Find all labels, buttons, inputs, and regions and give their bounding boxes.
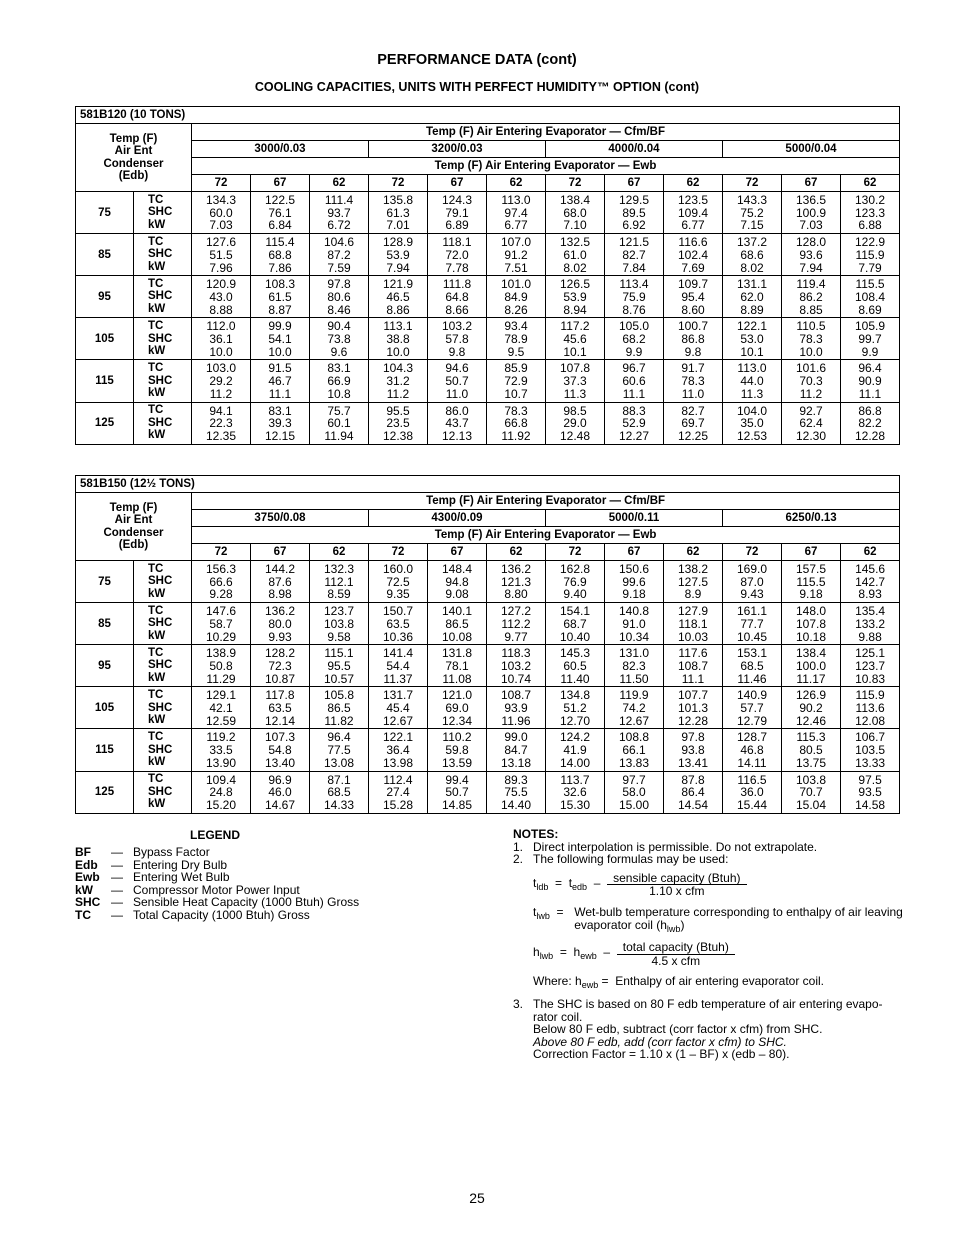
data-cell: 150.6 99.6 9.18 <box>605 561 664 603</box>
data-cell: 111.4 93.7 6.72 <box>310 192 369 234</box>
data-cell: 103.0 29.2 11.2 <box>192 360 251 402</box>
performance-table-581b150 <box>75 475 900 814</box>
data-cell: 126.9 90.2 12.46 <box>782 687 841 729</box>
ewb-header: Temp (F) Air Entering Evaporator — Ewb <box>192 158 900 175</box>
edb-value: 95 <box>76 645 134 687</box>
condenser-header: Temp (F) Air Ent Condenser (Edb) <box>76 124 192 192</box>
data-cell: 154.1 68.7 10.40 <box>546 603 605 645</box>
data-cell: 129.1 42.1 12.59 <box>192 687 251 729</box>
ewb-value: 67 <box>782 175 841 192</box>
data-cell: 110.2 59.8 13.59 <box>428 729 487 771</box>
data-cell: 75.7 60.1 11.94 <box>310 402 369 444</box>
cfm-column-header: 4300/0.09 <box>369 510 546 527</box>
data-cell: 128.0 93.6 7.94 <box>782 234 841 276</box>
data-cell: 148.4 94.8 9.08 <box>428 561 487 603</box>
notes-title: NOTES: <box>513 827 559 841</box>
notes <box>513 828 903 1061</box>
data-cell: 99.0 84.7 13.18 <box>487 729 546 771</box>
data-cell: 157.5 115.5 9.18 <box>782 561 841 603</box>
ewb-value: 67 <box>605 544 664 561</box>
data-cell: 109.7 95.4 8.60 <box>664 276 723 318</box>
row-labels: TC SHC kW <box>134 729 192 771</box>
edb-value: 105 <box>76 318 134 360</box>
data-cell: 147.6 58.7 10.29 <box>192 603 251 645</box>
data-cell: 113.4 75.9 8.76 <box>605 276 664 318</box>
edb-value: 85 <box>76 234 134 276</box>
data-cell: 105.8 86.5 11.82 <box>310 687 369 729</box>
legend-item: SHC — Sensible Heat Capacity (1000 Btuh) Gross <box>75 895 360 910</box>
data-cell: 89.3 75.5 14.40 <box>487 771 546 813</box>
row-labels: TC SHC kW <box>134 276 192 318</box>
data-cell: 111.8 64.8 8.66 <box>428 276 487 318</box>
data-cell: 93.4 78.9 9.5 <box>487 318 546 360</box>
data-cell: 119.4 86.2 8.85 <box>782 276 841 318</box>
row-labels: TC SHC kW <box>134 318 192 360</box>
data-cell: 91.7 78.3 11.0 <box>664 360 723 402</box>
data-cell: 115.1 95.5 10.57 <box>310 645 369 687</box>
table-row <box>76 192 900 234</box>
data-cell: 96.4 90.9 11.1 <box>841 360 900 402</box>
data-cell: 117.2 45.6 10.1 <box>546 318 605 360</box>
data-cell: 130.2 123.3 6.88 <box>841 192 900 234</box>
data-cell: 131.7 45.4 12.67 <box>369 687 428 729</box>
ewb-value: 67 <box>251 544 310 561</box>
data-cell: 109.4 24.8 15.20 <box>192 771 251 813</box>
data-cell: 122.1 53.0 10.1 <box>723 318 782 360</box>
data-cell: 121.9 46.5 8.86 <box>369 276 428 318</box>
data-cell: 113.0 44.0 11.3 <box>723 360 782 402</box>
cfm-column-header: 3200/0.03 <box>369 141 546 158</box>
cfm-column-header: 6250/0.13 <box>723 510 900 527</box>
ewb-value: 72 <box>546 175 605 192</box>
table-row <box>76 276 900 318</box>
data-cell: 127.2 112.2 9.77 <box>487 603 546 645</box>
data-cell: 141.4 54.4 11.37 <box>369 645 428 687</box>
row-labels: TC SHC kW <box>134 192 192 234</box>
row-labels: TC SHC kW <box>134 771 192 813</box>
data-cell: 113.1 38.8 10.0 <box>369 318 428 360</box>
data-cell: 134.8 51.2 12.70 <box>546 687 605 729</box>
edb-value: 75 <box>76 192 134 234</box>
data-cell: 131.8 78.1 11.08 <box>428 645 487 687</box>
data-cell: 136.2 80.0 9.93 <box>251 603 310 645</box>
data-cell: 169.0 87.0 9.43 <box>723 561 782 603</box>
edb-value: 125 <box>76 402 134 444</box>
data-cell: 150.7 63.5 10.36 <box>369 603 428 645</box>
data-cell: 85.9 72.9 10.7 <box>487 360 546 402</box>
data-cell: 96.9 46.0 14.67 <box>251 771 310 813</box>
data-cell: 107.0 91.2 7.51 <box>487 234 546 276</box>
data-cell: 92.7 62.4 12.30 <box>782 402 841 444</box>
row-labels: TC SHC kW <box>134 402 192 444</box>
ewb-header: Temp (F) Air Entering Evaporator — Ewb <box>192 527 900 544</box>
table-row <box>76 645 900 687</box>
row-labels: TC SHC kW <box>134 360 192 402</box>
data-cell: 125.1 123.7 10.83 <box>841 645 900 687</box>
data-cell: 83.1 39.3 12.15 <box>251 402 310 444</box>
data-cell: 138.2 127.5 8.9 <box>664 561 723 603</box>
cfm-column-header: 3750/0.08 <box>192 510 369 527</box>
data-cell: 113.0 97.4 6.77 <box>487 192 546 234</box>
table-row <box>76 561 900 603</box>
data-cell: 124.2 41.9 14.00 <box>546 729 605 771</box>
edb-value: 115 <box>76 729 134 771</box>
edb-value: 105 <box>76 687 134 729</box>
legend-item: Edb — Entering Dry Bulb <box>75 857 228 872</box>
data-cell: 156.3 66.6 9.28 <box>192 561 251 603</box>
data-cell: 106.7 103.5 13.33 <box>841 729 900 771</box>
cfm-column-header: 5000/0.11 <box>546 510 723 527</box>
data-cell: 120.9 43.0 8.88 <box>192 276 251 318</box>
data-cell: 104.6 87.2 7.59 <box>310 234 369 276</box>
table-row <box>76 687 900 729</box>
data-cell: 121.0 69.0 12.34 <box>428 687 487 729</box>
data-cell: 124.3 79.1 6.89 <box>428 192 487 234</box>
data-cell: 96.7 60.6 11.1 <box>605 360 664 402</box>
data-cell: 136.2 121.3 8.80 <box>487 561 546 603</box>
data-cell: 86.0 43.7 12.13 <box>428 402 487 444</box>
table-row <box>76 402 900 444</box>
data-cell: 137.2 68.6 8.02 <box>723 234 782 276</box>
data-cell: 134.3 60.0 7.03 <box>192 192 251 234</box>
data-cell: 122.1 36.4 13.98 <box>369 729 428 771</box>
data-cell: 82.7 69.7 12.25 <box>664 402 723 444</box>
data-cell: 115.5 108.4 8.69 <box>841 276 900 318</box>
data-cell: 113.7 32.6 15.30 <box>546 771 605 813</box>
table-row <box>76 234 900 276</box>
ewb-value: 67 <box>782 544 841 561</box>
ewb-value: 67 <box>605 175 664 192</box>
formula-hlwb: $h_{lwb} = h_{ewb}$ – $\frac{\text{total capacity (Btuh)}}{\text{4.5 x cfm}}$ <box>533 941 903 967</box>
data-cell: 95.5 23.5 12.38 <box>369 402 428 444</box>
data-cell: 118.1 72.0 7.78 <box>428 234 487 276</box>
page-title: PERFORMANCE DATA (cont) <box>377 52 577 68</box>
data-cell: 128.2 72.3 10.87 <box>251 645 310 687</box>
data-cell: 128.7 46.8 14.11 <box>723 729 782 771</box>
data-cell: 99.9 54.1 10.0 <box>251 318 310 360</box>
note-2: 2. The following formulas may be used: <box>513 852 729 867</box>
data-cell: 86.8 82.2 12.28 <box>841 402 900 444</box>
ewb-value: 62 <box>664 544 723 561</box>
data-cell: 162.8 76.9 9.40 <box>546 561 605 603</box>
data-cell: 110.5 78.3 10.0 <box>782 318 841 360</box>
edb-value: 125 <box>76 771 134 813</box>
data-cell: 107.7 101.3 12.28 <box>664 687 723 729</box>
table-row <box>76 771 900 813</box>
data-cell: 123.5 109.4 6.77 <box>664 192 723 234</box>
row-labels: TC SHC kW <box>134 561 192 603</box>
data-cell: 161.1 77.7 10.45 <box>723 603 782 645</box>
data-cell: 127.6 51.5 7.96 <box>192 234 251 276</box>
ewb-value: 62 <box>664 175 723 192</box>
ewb-value: 62 <box>310 175 369 192</box>
data-cell: 140.9 57.7 12.79 <box>723 687 782 729</box>
data-cell: 131.1 62.0 8.89 <box>723 276 782 318</box>
ewb-value: 72 <box>369 175 428 192</box>
data-cell: 112.4 27.4 15.28 <box>369 771 428 813</box>
condenser-header: Temp (F) Air Ent Condenser (Edb) <box>76 493 192 561</box>
data-cell: 94.6 50.7 11.0 <box>428 360 487 402</box>
data-cell: 128.9 53.9 7.94 <box>369 234 428 276</box>
data-cell: 103.8 70.7 15.04 <box>782 771 841 813</box>
data-cell: 108.7 93.9 11.96 <box>487 687 546 729</box>
cfm-header: Temp (F) Air Entering Evaporator — Cfm/BF <box>192 124 900 141</box>
data-cell: 101.6 70.3 11.2 <box>782 360 841 402</box>
edb-value: 85 <box>76 603 134 645</box>
formula-tlwb: $t_{lwb}$ = Wet-bulb temperature corresponding to enthalpy of air leaving evaporator coil $(h_{lwb})$ <box>533 904 903 934</box>
data-cell: 98.5 29.0 12.48 <box>546 402 605 444</box>
ewb-value: 72 <box>192 544 251 561</box>
data-cell: 145.6 142.7 8.93 <box>841 561 900 603</box>
legend-item: BF — Bypass Factor <box>75 845 210 859</box>
data-cell: 122.5 76.1 6.84 <box>251 192 310 234</box>
data-cell: 88.3 52.9 12.27 <box>605 402 664 444</box>
edb-value: 75 <box>76 561 134 603</box>
ewb-value: 62 <box>487 544 546 561</box>
data-cell: 105.9 99.7 9.9 <box>841 318 900 360</box>
table-row <box>76 603 900 645</box>
data-cell: 91.5 46.7 11.1 <box>251 360 310 402</box>
data-cell: 145.3 60.5 11.40 <box>546 645 605 687</box>
legend-item: Ewb — Entering Wet Bulb <box>75 870 230 885</box>
page-number: 25 <box>469 1190 485 1206</box>
data-cell: 97.8 80.6 8.46 <box>310 276 369 318</box>
data-cell: 116.6 102.4 7.69 <box>664 234 723 276</box>
data-cell: 122.9 115.9 7.79 <box>841 234 900 276</box>
data-cell: 104.0 35.0 12.53 <box>723 402 782 444</box>
data-cell: 117.6 108.7 11.1 <box>664 645 723 687</box>
table-row <box>76 729 900 771</box>
data-cell: 78.3 66.8 11.92 <box>487 402 546 444</box>
ewb-value: 67 <box>428 175 487 192</box>
page-subtitle: COOLING CAPACITIES, UNITS WITH PERFECT HUMIDITY™ OPTION (cont) <box>254 80 700 94</box>
data-cell: 108.8 66.1 13.83 <box>605 729 664 771</box>
ewb-value: 72 <box>192 175 251 192</box>
data-cell: 118.3 103.2 10.74 <box>487 645 546 687</box>
ewb-value: 62 <box>841 544 900 561</box>
data-cell: 116.5 36.0 15.44 <box>723 771 782 813</box>
data-cell: 101.0 84.9 8.26 <box>487 276 546 318</box>
data-cell: 129.5 89.5 6.92 <box>605 192 664 234</box>
data-cell: 140.8 91.0 10.34 <box>605 603 664 645</box>
edb-value: 115 <box>76 360 134 402</box>
data-cell: 104.3 31.2 11.2 <box>369 360 428 402</box>
ewb-value: 67 <box>428 544 487 561</box>
row-labels: TC SHC kW <box>134 687 192 729</box>
data-cell: 115.9 113.6 12.08 <box>841 687 900 729</box>
formula-tldb: $t_{ldb} = t_{edb}$ – $\frac{\text{sensible capacity (Btuh)}}{\text{1.10 x cfm}}$ <box>533 872 903 898</box>
data-cell: 112.0 36.1 10.0 <box>192 318 251 360</box>
data-cell: 107.3 54.8 13.40 <box>251 729 310 771</box>
data-cell: 90.4 73.8 9.6 <box>310 318 369 360</box>
data-cell: 138.9 50.8 11.29 <box>192 645 251 687</box>
data-cell: 138.4 68.0 7.10 <box>546 192 605 234</box>
data-cell: 105.0 68.2 9.9 <box>605 318 664 360</box>
legend-item: kW — Compressor Motor Power Input <box>75 882 300 897</box>
data-cell: 97.7 58.0 15.00 <box>605 771 664 813</box>
ewb-value: 67 <box>251 175 310 192</box>
data-cell: 144.2 87.6 8.98 <box>251 561 310 603</box>
data-cell: 97.5 93.5 14.58 <box>841 771 900 813</box>
data-cell: 87.1 68.5 14.33 <box>310 771 369 813</box>
data-cell: 121.5 82.7 7.84 <box>605 234 664 276</box>
row-labels: TC SHC kW <box>134 234 192 276</box>
cfm-header: Temp (F) Air Entering Evaporator — Cfm/BF <box>192 493 900 510</box>
data-cell: 135.4 133.2 9.88 <box>841 603 900 645</box>
ewb-value: 72 <box>723 544 782 561</box>
row-labels: TC SHC kW <box>134 603 192 645</box>
data-cell: 119.9 74.2 12.67 <box>605 687 664 729</box>
legend-title: LEGEND <box>189 828 240 842</box>
data-cell: 119.2 33.5 13.90 <box>192 729 251 771</box>
data-cell: 108.3 61.5 8.87 <box>251 276 310 318</box>
data-cell: 132.3 112.1 8.59 <box>310 561 369 603</box>
data-cell: 83.1 66.9 10.8 <box>310 360 369 402</box>
formula-where: Where: $h_{ewb}$ = Enthalpy of air entering evaporator coil. <box>533 974 825 991</box>
data-cell: 99.4 50.7 14.85 <box>428 771 487 813</box>
data-cell: 107.8 37.3 11.3 <box>546 360 605 402</box>
data-cell: 115.4 68.8 7.86 <box>251 234 310 276</box>
table-row <box>76 360 900 402</box>
table-row <box>76 318 900 360</box>
data-cell: 160.0 72.5 9.35 <box>369 561 428 603</box>
data-cell: 131.0 82.3 11.50 <box>605 645 664 687</box>
legend-item: TC — Total Capacity (1000 Btuh) Gross <box>75 907 310 922</box>
data-cell: 117.8 63.5 12.14 <box>251 687 310 729</box>
data-cell: 148.0 107.8 10.18 <box>782 603 841 645</box>
data-cell: 135.8 61.3 7.01 <box>369 192 428 234</box>
data-cell: 87.8 86.4 14.54 <box>664 771 723 813</box>
data-cell: 97.8 93.8 13.41 <box>664 729 723 771</box>
note-1: 1. Direct interpolation is permissible. Do not extrapolate. <box>513 839 818 854</box>
cfm-column-header: 3000/0.03 <box>192 141 369 158</box>
table-title: 581B120 (10 TONS) <box>76 107 900 124</box>
data-cell: 123.7 103.8 9.58 <box>310 603 369 645</box>
data-cell: 153.1 68.5 11.46 <box>723 645 782 687</box>
cfm-column-header: 5000/0.04 <box>723 141 900 158</box>
data-cell: 115.3 80.5 13.75 <box>782 729 841 771</box>
edb-value: 95 <box>76 276 134 318</box>
ewb-value: 72 <box>546 544 605 561</box>
data-cell: 140.1 86.5 10.08 <box>428 603 487 645</box>
legend <box>75 828 359 922</box>
data-cell: 100.7 86.8 9.8 <box>664 318 723 360</box>
ewb-value: 72 <box>723 175 782 192</box>
data-cell: 136.5 100.9 7.03 <box>782 192 841 234</box>
data-cell: 127.9 118.1 10.03 <box>664 603 723 645</box>
data-cell: 126.5 53.9 8.94 <box>546 276 605 318</box>
ewb-value: 62 <box>841 175 900 192</box>
ewb-value: 62 <box>310 544 369 561</box>
data-cell: 143.3 75.2 7.15 <box>723 192 782 234</box>
data-cell: 94.1 22.3 12.35 <box>192 402 251 444</box>
row-labels: TC SHC kW <box>134 645 192 687</box>
data-cell: 96.4 77.5 13.08 <box>310 729 369 771</box>
ewb-value: 62 <box>487 175 546 192</box>
cfm-column-header: 4000/0.04 <box>546 141 723 158</box>
table-title: 581B150 (12½ TONS) <box>76 476 900 493</box>
performance-table-581b120 <box>75 106 900 445</box>
note-3: 3. The SHC is based on 80 F edb temperature of air entering evapo-rator coil. Below 80 F edb, subtract (corr factor x cfm) from SHC. Above 80 F edb, add (corr factor x cfm) to SHC. Correction Factor = 1.10 x (1 – BF) x (edb – 80). <box>513 996 883 1062</box>
data-cell: 138.4 100.0 11.17 <box>782 645 841 687</box>
data-cell: 103.2 57.8 9.8 <box>428 318 487 360</box>
ewb-value: 72 <box>369 544 428 561</box>
data-cell: 132.5 61.0 8.02 <box>546 234 605 276</box>
